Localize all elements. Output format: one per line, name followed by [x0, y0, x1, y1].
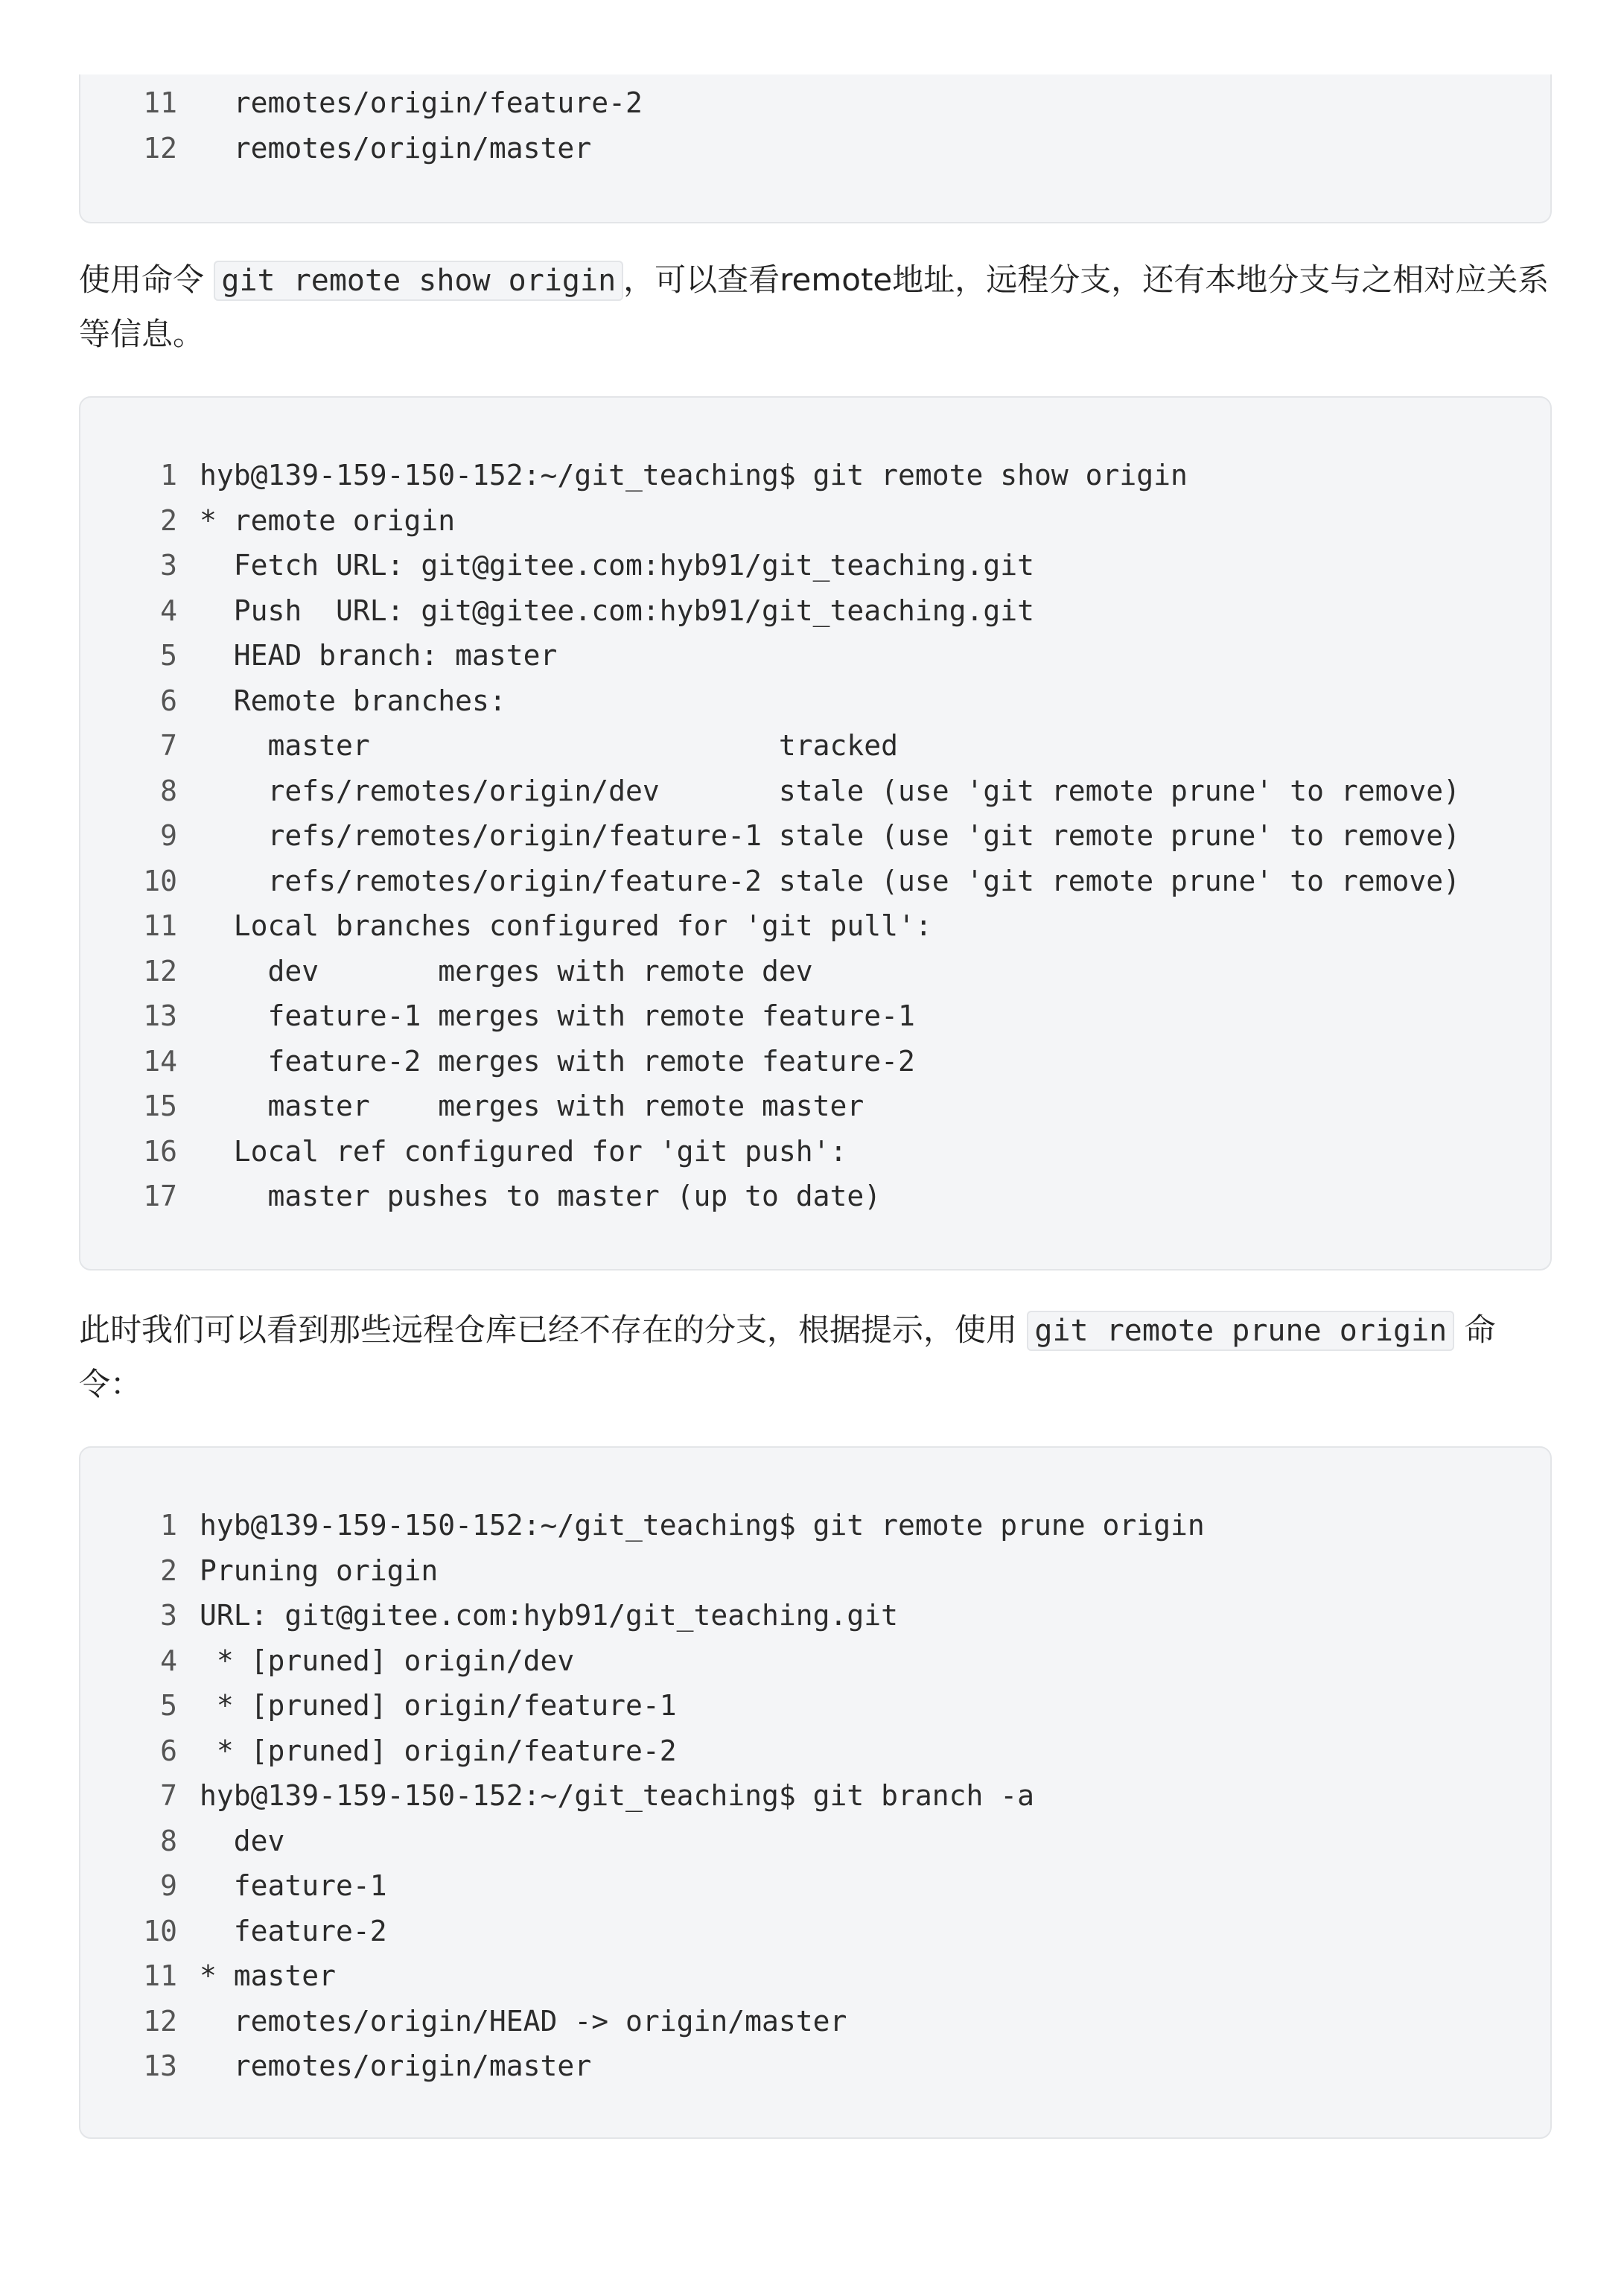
code-text: remotes/origin/master	[200, 2049, 592, 2082]
code-line	[80, 1683, 677, 1728]
code-text: remotes/origin/master	[200, 131, 592, 165]
code-line	[80, 80, 643, 125]
line-number: 13	[143, 2049, 177, 2082]
code-line	[80, 678, 506, 723]
code-line	[80, 498, 455, 543]
code-block-remote-prune-output	[79, 1446, 1552, 2139]
code-text: feature-2	[200, 1914, 387, 1947]
paragraph-text: ，可以查看remote地址，远程分支，还有本地分支与之相对应关系等信息。	[79, 261, 1550, 352]
code-line	[80, 1819, 284, 1863]
paragraph-remote-prune	[79, 1303, 1552, 1411]
code-text: refs/remotes/origin/feature-2 stale (use 'git remote prune' to remove)	[200, 864, 1460, 897]
line-number: 9	[160, 1869, 177, 1902]
inline-code: git remote show origin	[214, 261, 623, 301]
code-line	[80, 1039, 915, 1084]
code-text: master merges with remote master	[200, 1090, 864, 1122]
code-text: hyb@139-159-150-152:~/git_teaching$ git branch -a	[200, 1779, 1035, 1812]
code-line	[80, 949, 813, 993]
line-number: 13	[143, 999, 177, 1032]
code-text: dev	[200, 1824, 285, 1857]
code-block-branch-list-tail	[79, 74, 1552, 223]
line-number: 1	[160, 1509, 177, 1542]
line-number: 10	[143, 864, 177, 897]
paragraph-remote-show	[79, 253, 1552, 361]
code-text: feature-2 merges with remote feature-2	[200, 1044, 915, 1078]
code-line	[80, 1953, 336, 1998]
line-number: 8	[160, 774, 177, 807]
line-number: 1	[160, 459, 177, 492]
code-line	[80, 993, 915, 1038]
line-number: 2	[160, 1554, 177, 1587]
line-number: 11	[143, 1959, 177, 1992]
inline-code: git remote prune origin	[1027, 1311, 1454, 1351]
code-line	[80, 1863, 387, 1908]
code-text: Local branches configured for 'git pull':	[200, 909, 932, 942]
code-line	[80, 813, 1460, 858]
code-line	[80, 2044, 591, 2088]
code-text: master pushes to master (up to date)	[200, 1180, 882, 1212]
code-line	[80, 1084, 864, 1128]
line-number: 3	[160, 549, 177, 582]
code-text: feature-1 merges with remote feature-1	[200, 999, 915, 1032]
code-line	[80, 1999, 847, 2044]
code-line	[80, 1548, 438, 1593]
line-number: 15	[143, 1090, 177, 1122]
code-text: feature-1	[200, 1869, 387, 1902]
code-text: refs/remotes/origin/feature-1 stale (use 'git remote prune' to remove)	[200, 819, 1460, 852]
code-text: Local ref configured for 'git push':	[200, 1134, 847, 1168]
paragraph-text: 命令：	[79, 1311, 1496, 1402]
code-text: * [pruned] origin/feature-1	[200, 1689, 677, 1722]
line-number: 12	[143, 131, 177, 165]
line-number: 10	[143, 1914, 177, 1947]
code-line	[80, 1729, 677, 1773]
line-number: 14	[143, 1044, 177, 1078]
paragraph-text: 使用命令	[79, 261, 214, 298]
line-number: 7	[160, 1779, 177, 1812]
code-line	[80, 1593, 898, 1638]
code-text: remotes/origin/HEAD -> origin/master	[200, 2004, 847, 2038]
code-text: Remote branches:	[200, 684, 506, 717]
code-text: Fetch URL: git@gitee.com:hyb91/git_teaching.git	[200, 549, 1035, 582]
code-text: Pruning origin	[200, 1554, 439, 1587]
line-number: 11	[143, 909, 177, 942]
code-text: master tracked	[200, 729, 898, 762]
code-line	[80, 1503, 1205, 1548]
code-line	[80, 453, 1188, 497]
line-number: 12	[143, 954, 177, 988]
line-number: 4	[160, 594, 177, 627]
code-text: hyb@139-159-150-152:~/git_teaching$ git remote show origin	[200, 459, 1188, 492]
code-text: Push URL: git@gitee.com:hyb91/git_teaching.git	[200, 594, 1035, 627]
code-line	[80, 1129, 847, 1174]
code-line	[80, 543, 1034, 588]
code-line	[80, 1638, 574, 1683]
line-number: 2	[160, 503, 177, 537]
code-line	[80, 588, 1034, 633]
code-line	[80, 633, 557, 678]
code-line	[80, 1773, 1034, 1818]
line-number: 5	[160, 1689, 177, 1722]
line-number: 6	[160, 1734, 177, 1767]
line-number: 9	[160, 819, 177, 852]
line-number: 12	[143, 2004, 177, 2038]
code-text: * [pruned] origin/feature-2	[200, 1734, 677, 1767]
code-line	[80, 903, 932, 948]
code-line	[80, 723, 898, 768]
code-text: * master	[200, 1959, 337, 1992]
line-number: 8	[160, 1824, 177, 1857]
code-text: refs/remotes/origin/dev stale (use 'git remote prune' to remove)	[200, 774, 1460, 807]
line-number: 7	[160, 729, 177, 762]
code-line	[80, 1174, 881, 1218]
line-number: 11	[143, 86, 177, 119]
line-number: 17	[143, 1180, 177, 1212]
code-text: * remote origin	[200, 503, 456, 537]
code-text: dev merges with remote dev	[200, 954, 813, 988]
code-text: * [pruned] origin/dev	[200, 1644, 575, 1677]
code-line	[80, 1909, 387, 1953]
line-number: 16	[143, 1134, 177, 1168]
code-line	[80, 126, 591, 171]
line-number: 5	[160, 639, 177, 672]
code-block-remote-show-output	[79, 396, 1552, 1271]
line-number: 3	[160, 1599, 177, 1632]
code-line	[80, 769, 1460, 813]
line-number: 6	[160, 684, 177, 717]
code-text: hyb@139-159-150-152:~/git_teaching$ git remote prune origin	[200, 1509, 1205, 1542]
code-text: remotes/origin/feature-2	[200, 86, 643, 119]
paragraph-text: 此时我们可以看到那些远程仓库已经不存在的分支，根据提示，使用	[79, 1311, 1028, 1348]
code-text: HEAD branch: master	[200, 639, 558, 672]
line-number: 4	[160, 1644, 177, 1677]
code-text: URL: git@gitee.com:hyb91/git_teaching.git	[200, 1599, 898, 1632]
code-line	[80, 859, 1460, 903]
